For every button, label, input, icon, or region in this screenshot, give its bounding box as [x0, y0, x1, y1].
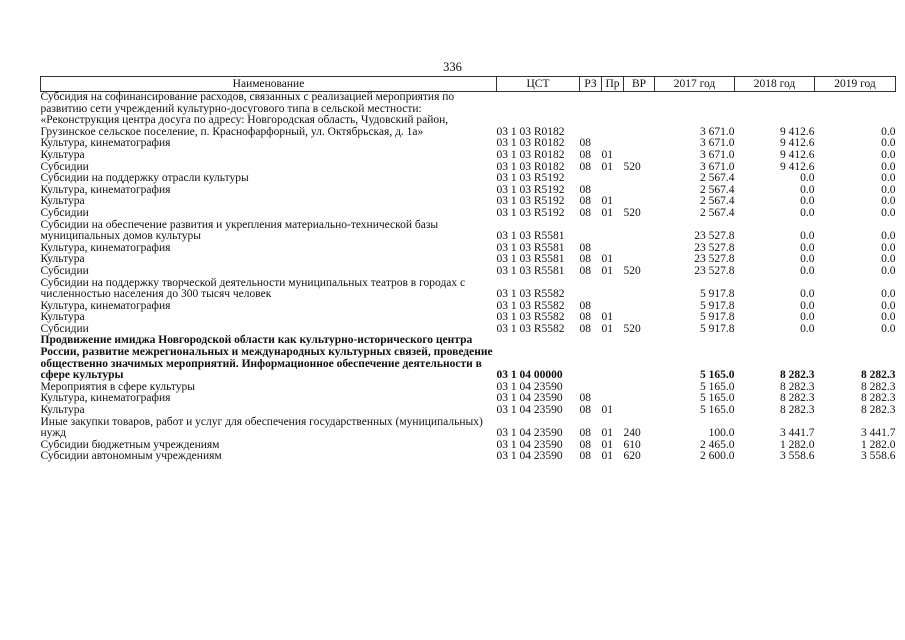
row-vr [624, 92, 655, 139]
row-cst: 03 1 03 R5581 [496, 241, 565, 254]
row-rz: 08 [579, 311, 591, 324]
row-2019-value: 0.0 [881, 137, 896, 150]
row-2019-value: 0.0 [881, 125, 896, 138]
row-vr: 520 [623, 160, 641, 173]
row-rz: 08 [579, 438, 591, 451]
header-pr: Пр [602, 77, 624, 92]
row-cst: 03 1 03 R0182 [496, 148, 565, 161]
row-2018-value: 8 282.3 [780, 369, 815, 382]
row-pr [602, 173, 624, 185]
table-row [41, 266, 896, 278]
row-cst: 03 1 03 R5192 [496, 183, 565, 196]
row-pr: 01 [601, 195, 613, 208]
row-cst: 03 1 03 R5192 [496, 172, 565, 185]
row-name: Иные закупки товаров, работ и услуг для обеспечения государственных (муниципальных) нужд [40, 415, 483, 440]
row-rz: 08 [579, 264, 591, 277]
header-2017: 2017 год [655, 77, 735, 92]
table-row [41, 254, 896, 266]
header-2018: 2018 год [735, 77, 815, 92]
row-cst: 03 1 03 R0182 [496, 125, 565, 138]
row-2018-value: 0.0 [800, 311, 815, 324]
row-pr: 01 [601, 311, 613, 324]
row-2017-value: 5 917.8 [700, 322, 735, 335]
row-2019-value: 0.0 [881, 172, 896, 185]
row-name: Культура, кинематография [40, 137, 171, 150]
row-cst: 03 1 03 R0182 [496, 137, 565, 150]
row-vr [624, 185, 655, 197]
row-2019-value: 8 282.3 [861, 369, 896, 382]
row-2019-value: 0.0 [881, 322, 896, 335]
row-name: Субсидии [40, 322, 89, 335]
row-vr [624, 173, 655, 185]
row-pr: 01 [601, 322, 613, 335]
row-vr [624, 382, 655, 394]
row-2017-value: 23 527.8 [694, 253, 735, 266]
table-row [41, 417, 896, 440]
row-rz: 08 [579, 299, 591, 312]
row-2019-value: 0.0 [881, 241, 896, 254]
row-2018-value: 8 282.3 [780, 380, 815, 393]
row-2019-value: 0.0 [881, 195, 896, 208]
row-2017-value: 5 165.0 [700, 392, 735, 405]
row-rz: 08 [579, 195, 591, 208]
row-pr: 01 [601, 206, 613, 219]
row-2018-value: 0.0 [800, 206, 815, 219]
row-cst: 03 1 04 23590 [496, 380, 563, 393]
row-2017-value: 5 165.0 [700, 380, 735, 393]
row-pr: 01 [601, 264, 613, 277]
row-vr [624, 138, 655, 150]
row-vr [624, 301, 655, 313]
row-rz: 08 [579, 427, 591, 440]
row-pr [602, 382, 624, 394]
row-2018-value: 1 282.0 [780, 438, 815, 451]
row-rz: 08 [579, 183, 591, 196]
row-2018-value: 0.0 [800, 230, 815, 243]
row-2019-value: 0.0 [881, 230, 896, 243]
row-vr: 520 [623, 206, 641, 219]
row-vr [624, 150, 655, 162]
table-row [41, 196, 896, 208]
row-2019-value: 0.0 [881, 288, 896, 301]
row-2017-value: 2 465.0 [700, 438, 735, 451]
row-2018-value: 9 412.6 [780, 137, 815, 150]
row-name: Продвижение имиджа Новгородской области как культурно-исторического центра России, развитие межрегиональных и международных культурных связей, проведение общественно значимых мероприятий. Информационное обеспечение деятельности в сфере культуры [40, 334, 493, 382]
budget-table [40, 76, 896, 463]
page-number: 336 [443, 60, 462, 74]
table-row [41, 208, 896, 220]
row-cst: 03 1 04 00000 [496, 369, 563, 382]
row-2018-value: 9 412.6 [780, 148, 815, 161]
row-2018-value: 0.0 [800, 253, 815, 266]
table-row [41, 185, 896, 197]
row-2017-value: 2 567.4 [700, 172, 735, 185]
row-2019-value: 0.0 [881, 183, 896, 196]
header-rz: РЗ [580, 77, 602, 92]
row-cst: 03 1 03 R5582 [496, 288, 565, 301]
row-2019-value: 8 282.3 [861, 380, 896, 393]
row-vr [624, 405, 655, 417]
row-cst: 03 1 04 23590 [496, 392, 563, 405]
row-2018-value: 0.0 [800, 299, 815, 312]
row-cst: 03 1 03 R5581 [496, 253, 565, 266]
row-pr: 01 [601, 253, 613, 266]
row-2019-value: 8 282.3 [861, 392, 896, 405]
table-row [41, 92, 896, 139]
row-2017-value: 2 567.4 [700, 206, 735, 219]
row-2017-value: 5 917.8 [700, 288, 735, 301]
row-2018-value: 9 412.6 [780, 160, 815, 173]
row-vr: 520 [623, 322, 641, 335]
row-name: Субсидия на софинансирование расходов, связанных с реализацией мероприятия по развитию сети учреждений культурно-досугового типа в сельской местности: «Реконструкция центра досуга по адресу: Новгородская область, Чудовский район, Грузинское сельское поселение, п. Краснофарфорный, ул. Октябрьская, д. 1а» [40, 91, 455, 138]
table-row [41, 451, 896, 463]
row-name: Культура, кинематография [40, 241, 171, 254]
row-cst: 03 1 03 R0182 [496, 160, 565, 173]
row-2018-value: 0.0 [800, 288, 815, 301]
header-vr: ВР [624, 77, 655, 92]
row-pr: 01 [601, 148, 613, 161]
row-rz: 08 [579, 148, 591, 161]
row-2019-value: 3 558.6 [861, 450, 896, 463]
row-rz: 08 [579, 404, 591, 417]
table-row [41, 150, 896, 162]
row-2018-value: 0.0 [800, 195, 815, 208]
row-cst: 03 1 04 23590 [496, 427, 563, 440]
row-vr [624, 393, 655, 405]
header-2019: 2019 год [815, 77, 896, 92]
row-vr: 620 [623, 450, 641, 463]
row-vr [624, 278, 655, 301]
row-name: Субсидии [40, 264, 89, 277]
row-rz: 08 [579, 322, 591, 335]
row-name: Культура, кинематография [40, 299, 171, 312]
row-pr [602, 220, 624, 243]
row-rz [580, 278, 602, 301]
row-2019-value: 3 441.7 [861, 427, 896, 440]
row-2017-value: 2 567.4 [700, 195, 735, 208]
row-name: Культура, кинематография [40, 392, 171, 405]
row-name: Мероприятия в сфере культуры [40, 380, 196, 393]
row-name: Культура [40, 195, 85, 208]
row-2018-value: 9 412.6 [780, 125, 815, 138]
row-2017-value: 5 165.0 [700, 404, 735, 417]
row-2018-value: 0.0 [800, 322, 815, 335]
row-name: Субсидии на поддержку творческой деятельности муниципальных театров в городах с численностью населения до 300 тысяч человек [40, 276, 466, 301]
row-2017-value: 23 527.8 [694, 264, 735, 277]
row-2017-value: 5 165.0 [700, 369, 735, 382]
row-cst: 03 1 03 R5192 [496, 206, 565, 219]
row-cst: 03 1 04 23590 [496, 404, 563, 417]
row-pr [602, 335, 624, 381]
row-2018-value: 3 558.6 [780, 450, 815, 463]
row-cst: 03 1 03 R5581 [496, 230, 565, 243]
row-rz [580, 220, 602, 243]
table-row [41, 301, 896, 313]
table-row [41, 335, 896, 381]
row-name: Субсидии на поддержку отрасли культуры [40, 172, 249, 185]
row-2019-value: 0.0 [881, 253, 896, 266]
table-row [41, 405, 896, 417]
row-name: Субсидии на обеспечение развития и укрепления материально-технической базы муниципальных домов культуры [40, 218, 439, 243]
header-name: Наименование [41, 77, 497, 92]
row-cst: 03 1 04 23590 [496, 438, 563, 451]
row-pr [602, 92, 624, 139]
header-row [41, 77, 896, 92]
row-vr [624, 243, 655, 255]
row-2018-value: 0.0 [800, 172, 815, 185]
row-name: Субсидии [40, 206, 89, 219]
row-2017-value: 100.0 [708, 427, 735, 440]
row-cst: 03 1 03 R5582 [496, 311, 565, 324]
row-name: Субсидии бюджетным учреждениям [40, 438, 220, 451]
row-2017-value: 23 527.8 [694, 230, 735, 243]
row-pr [602, 278, 624, 301]
table-row [41, 393, 896, 405]
row-name: Субсидии автономным учреждениям [40, 450, 222, 463]
row-2019-value: 0.0 [881, 311, 896, 324]
row-rz: 08 [579, 137, 591, 150]
row-vr [624, 335, 655, 381]
row-2018-value: 8 282.3 [780, 392, 815, 405]
row-rz: 08 [579, 253, 591, 266]
row-name: Субсидии [40, 160, 89, 173]
row-2017-value: 5 917.8 [700, 299, 735, 312]
row-2019-value: 0.0 [881, 160, 896, 173]
row-2019-value: 0.0 [881, 148, 896, 161]
row-vr: 520 [623, 264, 641, 277]
table-row [41, 243, 896, 255]
row-2017-value: 3 671.0 [700, 137, 735, 150]
row-2019-value: 1 282.0 [861, 438, 896, 451]
row-2017-value: 5 917.8 [700, 311, 735, 324]
row-name: Культура, кинематография [40, 183, 171, 196]
table-row [41, 312, 896, 324]
row-name: Культура [40, 311, 85, 324]
row-name: Культура [40, 404, 85, 417]
row-2019-value: 0.0 [881, 206, 896, 219]
row-rz: 08 [579, 206, 591, 219]
row-cst: 03 1 03 R5581 [496, 264, 565, 277]
row-vr [624, 220, 655, 243]
row-2017-value: 3 671.0 [700, 148, 735, 161]
row-2017-value: 2 567.4 [700, 183, 735, 196]
row-2018-value: 8 282.3 [780, 404, 815, 417]
row-2019-value: 0.0 [881, 299, 896, 312]
table-row [41, 220, 896, 243]
row-rz: 08 [579, 241, 591, 254]
row-2019-value: 0.0 [881, 264, 896, 277]
table-row [41, 278, 896, 301]
row-2019-value: 8 282.3 [861, 404, 896, 417]
row-2017-value: 23 527.8 [694, 241, 735, 254]
table-header [41, 77, 896, 92]
row-2017-value: 3 671.0 [700, 125, 735, 138]
row-vr: 240 [623, 427, 641, 440]
row-rz [580, 335, 602, 381]
table-body [41, 92, 896, 464]
row-pr: 01 [601, 438, 613, 451]
row-2017-value: 3 671.0 [700, 160, 735, 173]
row-pr: 01 [601, 404, 613, 417]
row-pr: 01 [601, 427, 613, 440]
row-rz: 08 [579, 392, 591, 405]
row-2018-value: 0.0 [800, 241, 815, 254]
row-name: Культура [40, 253, 85, 266]
row-2018-value: 3 441.7 [780, 427, 815, 440]
table-row [41, 173, 896, 185]
row-rz: 08 [579, 160, 591, 173]
table-row [41, 138, 896, 150]
row-cst: 03 1 04 23590 [496, 450, 563, 463]
row-cst: 03 1 03 R5582 [496, 299, 565, 312]
row-pr: 01 [601, 160, 613, 173]
row-2017-value: 2 600.0 [700, 450, 735, 463]
row-2018-value: 0.0 [800, 183, 815, 196]
row-vr: 610 [623, 438, 641, 451]
row-2018-value: 0.0 [800, 264, 815, 277]
row-pr: 01 [601, 450, 613, 463]
row-rz: 08 [579, 450, 591, 463]
row-rz [580, 92, 602, 139]
row-cst: 03 1 03 R5582 [496, 322, 565, 335]
header-cst: ЦСТ [497, 77, 580, 92]
row-cst: 03 1 03 R5192 [496, 195, 565, 208]
row-name: Культура [40, 148, 85, 161]
row-rz [580, 173, 602, 185]
